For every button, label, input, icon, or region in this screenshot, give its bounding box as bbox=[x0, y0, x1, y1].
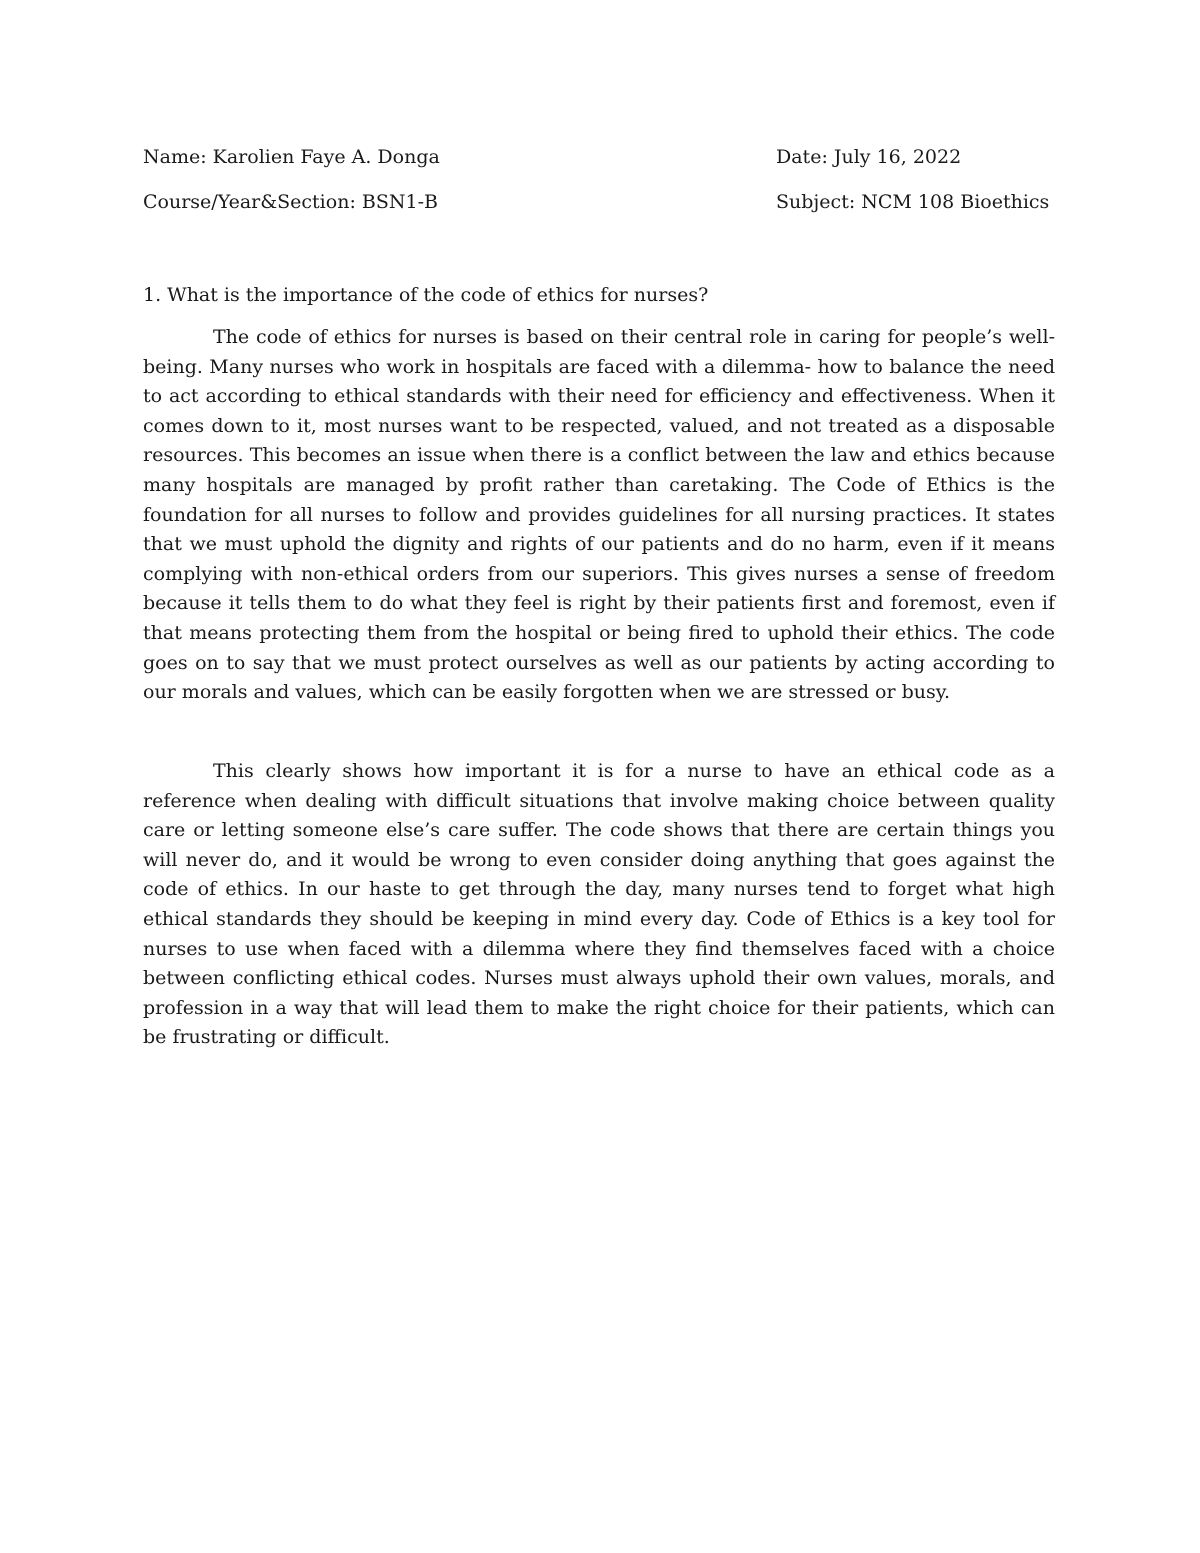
answer-paragraph-2: This clearly shows how important it is for a nurse to have an ethical code as a reference when dealing with difficult situations that involve making choice between quality care or letting someone else’s care suffer. The code shows that there are certain things you will never do, and it would be wrong to even consider doing anything that goes against the code of ethics. In our haste to get through the day, many nurses tend to forget what high ethical standards they should be keeping in mind every day. Code of Ethics is a key tool for nurses to use when faced with a dilemma where they find themselves faced with a choice between conflicting ethical codes. Nurses must always uphold their own values, morals, and profession in a way that will lead them to make the right choice for their patients, which can be frustrating or difficult. bbox=[143, 760, 1055, 1049]
answer-paragraph-1: The code of ethics for nurses is based on their central role in caring for people’s well-being. Many nurses who work in hospitals are faced with a dilemma- how to balance the need to act according to ethical standards with their need for efficiency and effectiveness. When it comes down to it, most nurses want to be respected, valued, and not treated as a disposable resources. This becomes an issue when there is a conflict between the law and ethics because many hospitals are managed by profit rather than caretaking. The Code of Ethics is the foundation for all nurses to follow and provides guidelines for all nursing practices. It states that we must uphold the dignity and rights of our patients and do no harm, even if it means complying with non-ethical orders from our superiors. This gives nurses a sense of freedom because it tells them to do what they feel is right by their patients first and foremost, even if that means protecting them from the hospital or being fired to uphold their ethics. The code goes on to say that we must protect ourselves as well as our patients by acting according to our morals and values, which can be easily forgotten when we are stressed or busy. bbox=[143, 326, 1055, 704]
question-heading: 1. What is the importance of the code of ethics for nurses? bbox=[143, 284, 709, 306]
subject: Subject: NCM 108 Bioethics bbox=[776, 191, 1050, 213]
student-name: Name: Karolien Faye A. Donga bbox=[143, 146, 440, 168]
course-section: Course/Year&Section: BSN1-B bbox=[143, 191, 438, 213]
assignment-date: Date: July 16, 2022 bbox=[776, 146, 962, 168]
